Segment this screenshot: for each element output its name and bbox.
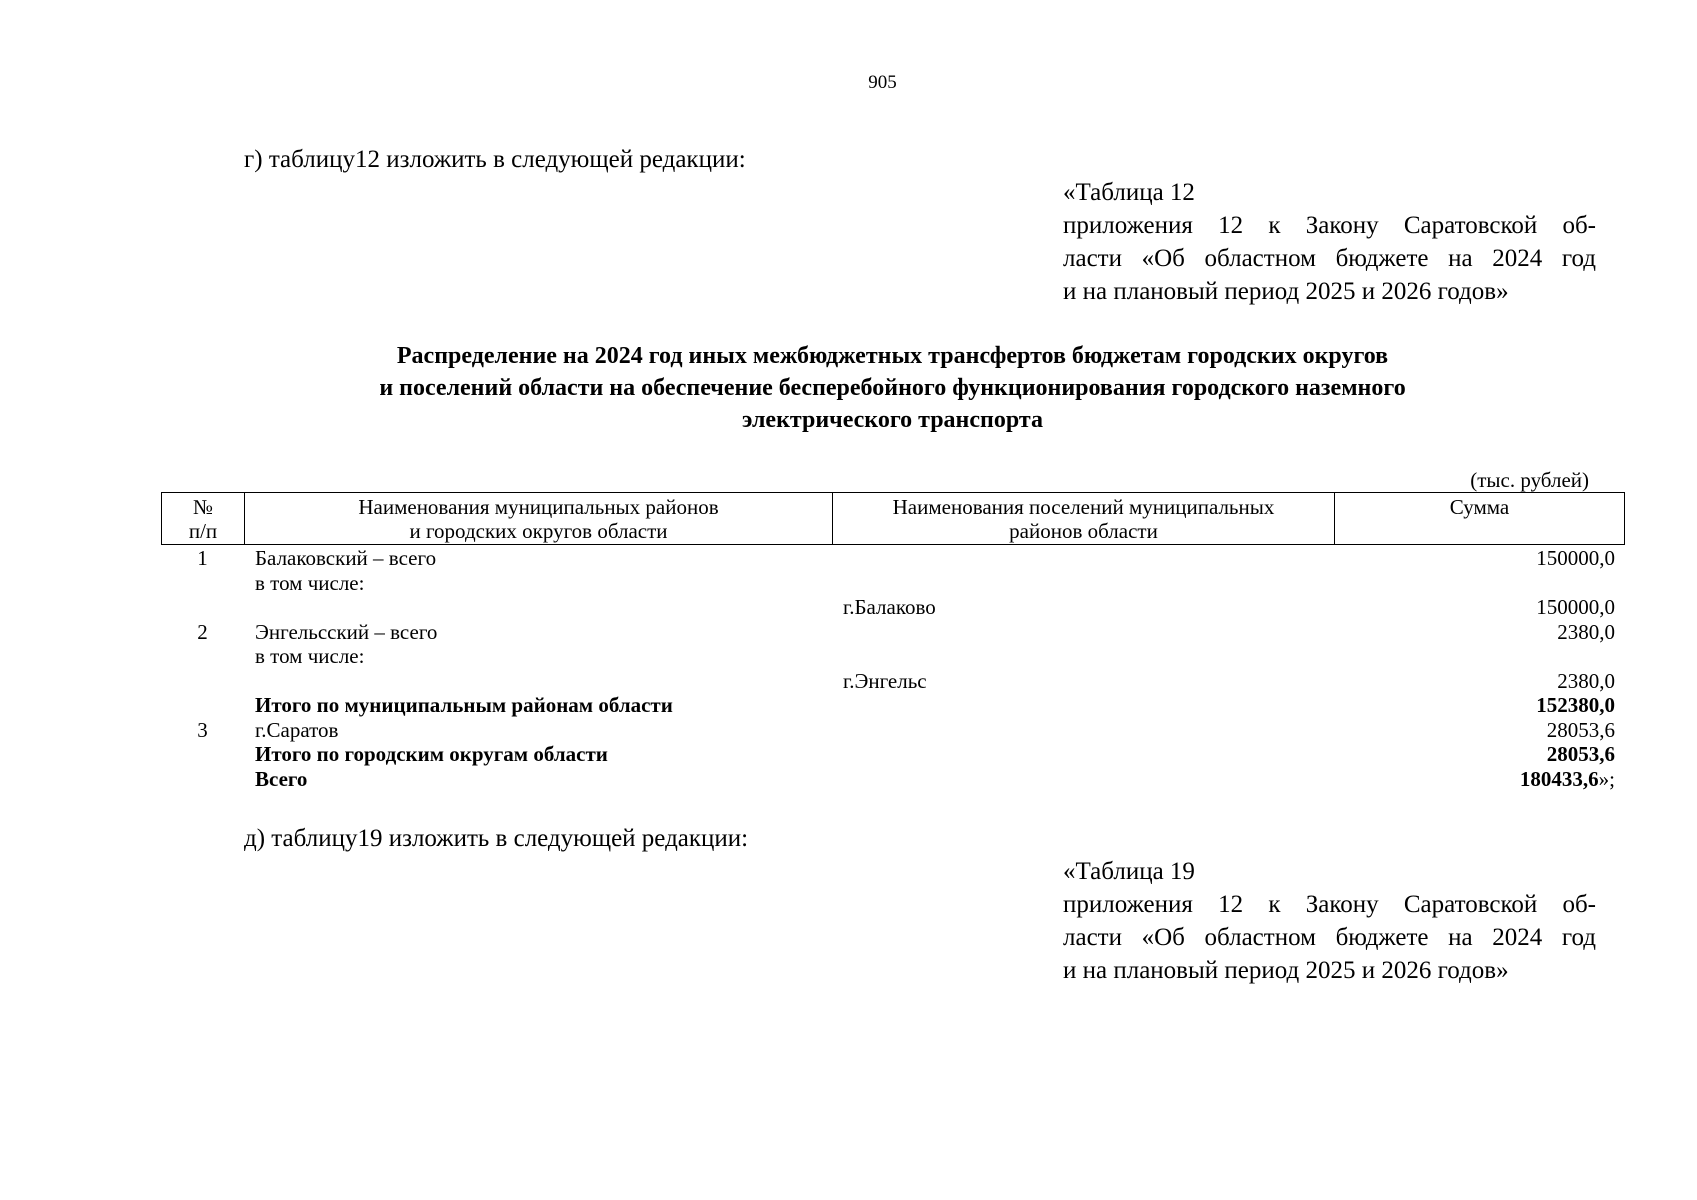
- table-row: [161, 595, 1625, 620]
- district-name: Всего: [255, 766, 308, 791]
- table-header: [161, 492, 1625, 545]
- table-row: [161, 546, 1625, 571]
- sum-value: 152380,0: [1536, 693, 1615, 717]
- reference-line: приложения 12 к Закону Саратовской об-: [1063, 212, 1596, 239]
- sum-value: 2380,0: [1557, 619, 1615, 644]
- settlement-name: г.Энгельс: [843, 668, 927, 693]
- district-name: Итого по городским округам области: [255, 742, 608, 766]
- table-row: [161, 620, 1625, 645]
- district-name: в том числе:: [255, 644, 365, 668]
- instruction-table-19: д) таблицу19 изложить в следующей редакции:: [244, 825, 749, 852]
- header-settlement: [833, 493, 1335, 544]
- header-text: районов области: [1009, 519, 1158, 543]
- instruction-table-12: г) таблицу12 изложить в следующей редакции:: [244, 146, 746, 173]
- title-line: и поселений области на обеспечение бесперебойного функционирования городского наземного: [379, 375, 1406, 401]
- sum-value: 150000,0: [1536, 546, 1615, 570]
- table-12-reference: [1063, 176, 1596, 308]
- header-district: [245, 493, 833, 544]
- sum-value: [1520, 767, 1615, 792]
- row-number: 2: [197, 619, 208, 644]
- header-text: и городских округов области: [409, 519, 668, 543]
- sum-value: 150000,0: [1536, 595, 1615, 619]
- title-line: электрического транспорта: [742, 407, 1043, 433]
- sum-value: 28053,6: [1546, 717, 1615, 742]
- header-text: №: [192, 495, 214, 519]
- district-name: Балаковский – всего: [255, 546, 437, 570]
- table-row: [161, 644, 1625, 669]
- row-number: 3: [197, 717, 208, 742]
- table-row: [161, 669, 1625, 694]
- district-name: Итого по муниципальным районам области: [255, 693, 673, 717]
- page-number: 905: [868, 72, 897, 93]
- header-sum: [1335, 493, 1624, 544]
- table-row: [161, 571, 1625, 596]
- header-text: Наименования поселений муниципальных: [892, 495, 1275, 519]
- reference-line: приложения 12 к Закону Саратовской об-: [1063, 891, 1596, 918]
- table-row-subtotal: [161, 742, 1625, 767]
- header-text: Наименования муниципальных районов: [358, 495, 719, 519]
- district-name: в том числе:: [255, 570, 365, 595]
- unit-label: (тыс. рублей): [1470, 468, 1589, 492]
- sum-value: 28053,6: [1546, 742, 1615, 766]
- table-row-total: [161, 767, 1625, 792]
- header-text: Сумма: [1449, 495, 1510, 519]
- header-text: п/п: [188, 519, 218, 543]
- reference-line: и на плановый период 2025 и 2026 годов»: [1063, 278, 1509, 305]
- reference-line: ласти «Об областном бюджете на 2024 год: [1063, 245, 1596, 272]
- reference-line: «Таблица 19: [1063, 858, 1195, 885]
- district-name: г.Саратов: [255, 717, 339, 742]
- title-line: Распределение на 2024 год иных межбюджетных трансфертов бюджетам городских округов: [396, 343, 1389, 369]
- district-name: Энгельсский – всего: [255, 619, 438, 644]
- header-number: [162, 493, 245, 544]
- reference-line: и на плановый период 2025 и 2026 годов»: [1063, 957, 1509, 984]
- table-title: [160, 340, 1625, 436]
- row-number: 1: [197, 546, 208, 570]
- quote-close: »;: [1598, 766, 1615, 791]
- total-value: 180433,6: [1519, 766, 1599, 791]
- settlement-name: г.Балаково: [843, 595, 936, 619]
- table-19-reference: [1063, 855, 1596, 987]
- reference-line: «Таблица 12: [1063, 179, 1195, 206]
- table-row: [161, 718, 1625, 743]
- table-row-subtotal: [161, 693, 1625, 718]
- sum-value: 2380,0: [1557, 668, 1615, 693]
- table-body: [161, 546, 1625, 791]
- reference-line: ласти «Об областном бюджете на 2024 год: [1063, 924, 1596, 951]
